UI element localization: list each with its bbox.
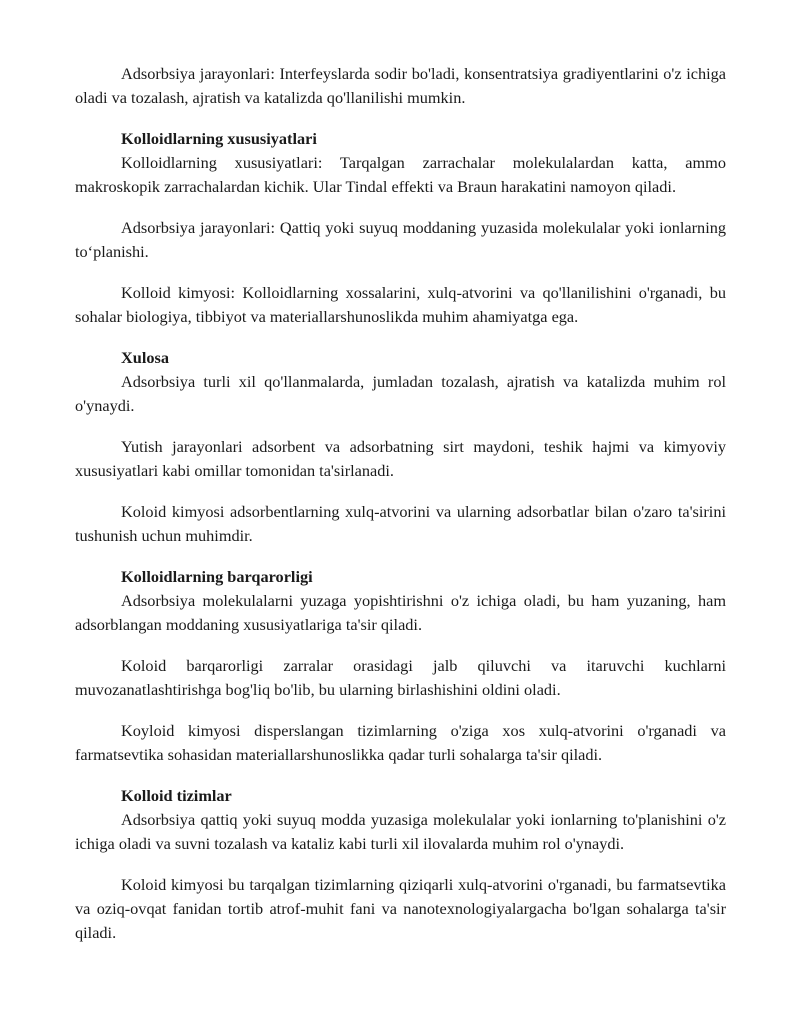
section-heading-conclusion: Xulosa — [121, 348, 169, 367]
document-page — [75, 62, 726, 945]
paragraph: Adsorbsiya qattiq yoki suyuq modda yuzasiga molekulalar yoki ionlarning to'planishini o'z ichiga oladi va suvni tozalash va kataliz kabi turli xil ilovalarda muhim rol o'ynaydi. — [75, 810, 726, 853]
section-heading-colloid-stability: Kolloidlarning barqarorligi — [121, 567, 313, 586]
paragraph: Koloid kimyosi adsorbentlarning xulq-atvorini va ularning adsorbatlar bilan o'zaro ta'sirini tushunish uchun muhimdir. — [75, 502, 726, 545]
section-heading-colloid-systems: Kolloid tizimlar — [121, 786, 232, 805]
intro-paragraph: Adsorbsiya jarayonlari: Interfeyslarda sodir bo'ladi, konsentratsiya gradiyentlarini o'z ichiga oladi va tozalash, ajratish va katalizda qo'llanilishi mumkin. — [75, 64, 726, 107]
paragraph: Adsorbsiya molekulalarni yuzaga yopishtirishni o'z ichiga oladi, bu ham yuzaning, ham adsorblangan moddaning xususiyatlariga ta'sir qiladi. — [75, 591, 726, 634]
paragraph: Koloid barqarorligi zarralar orasidagi jalb qiluvchi va itaruvchi kuchlarni muvozanatlashtirishga bog'liq bo'lib, bu ularning birlashishini oldini oladi. — [75, 656, 726, 699]
paragraph: Kolloid kimyosi: Kolloidlarning xossalarini, xulq-atvorini va qo'llanilishini o'rganadi, bu sohalar biologiya, tibbiyot va materiallarshunoslikda muhim ahamiyatga ega. — [75, 283, 726, 326]
paragraph: Yutish jarayonlari adsorbent va adsorbatning sirt maydoni, teshik hajmi va kimyoviy xususiyatlari kabi omillar tomonidan ta'sirlanadi. — [75, 437, 726, 480]
paragraph: Adsorbsiya turli xil qo'llanmalarda, jumladan tozalash, ajratish va katalizda muhim rol o'ynaydi. — [75, 372, 726, 415]
paragraph: Adsorbsiya jarayonlari: Qattiq yoki suyuq moddaning yuzasida molekulalar yoki ionlarning to‘planishi. — [75, 218, 726, 261]
section-heading-colloid-properties: Kolloidlarning xususiyatlari — [121, 129, 317, 148]
paragraph: Koyloid kimyosi disperslangan tizimlarning o'ziga xos xulq-atvorini o'rganadi va farmatsevtika sohasidan materiallarshunoslikka qadar turli sohalarga ta'sir qiladi. — [75, 721, 726, 764]
paragraph: Kolloidlarning xususiyatlari: Tarqalgan zarrachalar molekulalardan katta, ammo makroskopik zarrachalardan kichik. Ular Tindal effekti va Braun harakatini namoyon qiladi. — [75, 153, 726, 196]
paragraph: Koloid kimyosi bu tarqalgan tizimlarning qiziqarli xulq-atvorini o'rganadi, bu farmatsevtika va oziq-ovqat fanidan tortib atrof-muhit fani va nanotexnologiyalargacha bo'lgan sohalarga ta'sir qiladi. — [75, 875, 726, 942]
